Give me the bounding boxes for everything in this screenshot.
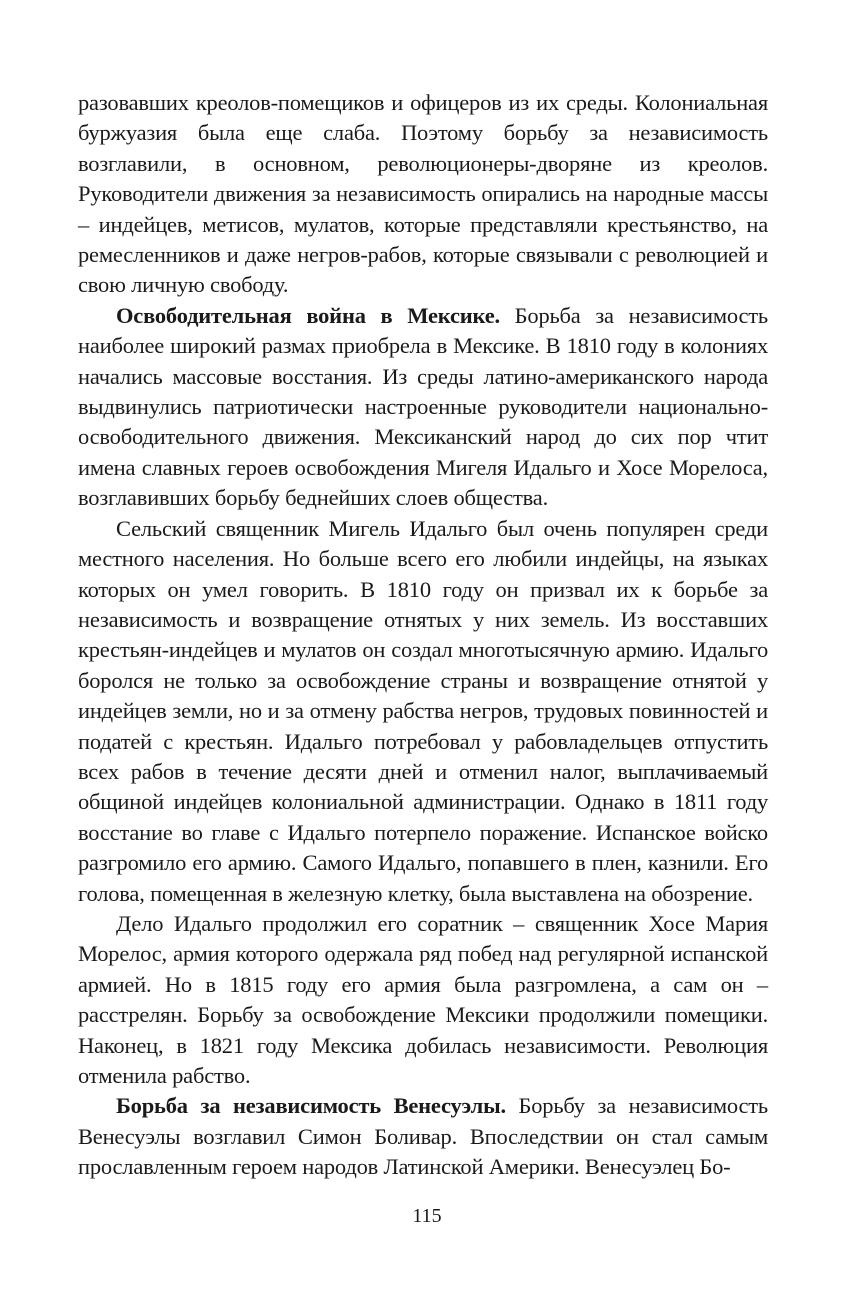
paragraph-2-text: Борьба за независимость наиболее широкий размах приобрела в Мексике. В 1810 году в колониях начались массовые восстания. Из среды латино-американского народа выдвинулись патриотически настроенные руководители национально-освободительного движения. Мексиканский народ до сих пор чтит имена славных героев освобождения Мигеля Идальго и Хосе Морелоса, возглавивших борьбу беднейших слоев общества. xyxy=(78,302,768,511)
paragraph-1-text: разовавших креолов-помещиков и офицеров из их среды. Колониальная буржуазия была еще слаба. Поэтому борьбу за независимость возглавили, в основном, революционеры-дворяне из креолов. Руководители движения за независимость опирались на народные массы – индейцев, метисов, мулатов, которые представляли крестьянство, на ремесленников и даже негров-рабов, которые связывали с революцией и свою личную свободу. xyxy=(78,90,768,298)
paragraph-5-text: Борьбу за независимость Венесуэлы возглавил Симон Боливар. Впоследствии он стал самым прославленным героем народов Латинской Америки. Венесуэлец Бо- xyxy=(78,1093,768,1180)
section-heading-venezuela: Борьба за независимость Венесуэлы. xyxy=(116,1093,506,1119)
paragraph-2 xyxy=(78,301,768,514)
paragraph-3 xyxy=(78,514,768,909)
paragraph-1 xyxy=(78,88,768,301)
paragraph-5 xyxy=(78,1091,768,1182)
page-number: 115 xyxy=(412,1205,442,1227)
paragraph-4-text: Дело Идальго продолжил его соратник – священник Хосе Мария Морелос, армия которого одержала ряд побед над регулярной испанской армией. Но в 1815 году его армия была разгромлена, а сам он – расстрелян. Борьбу за освобождение Мексики продолжили помещики. Наконец, в 1821 году Мексика добилась независимости. Революция отменила рабство. xyxy=(78,910,768,1088)
paragraph-4 xyxy=(78,909,768,1091)
page-body xyxy=(78,88,768,1183)
section-heading-mexico: Освободительная война в Мексике. xyxy=(116,302,500,328)
paragraph-3-text: Сельский священник Мигель Идальго был очень популярен среди местного населения. Но больше всего его любили индейцы, на языках которых он умел говорить. В 1810 году он призвал их к борьбе за независимость и возвращение отнятых у них земель. Из восставших крестьян-индейцев и мулатов он создал многотысячную армию. Идальго боролся не только за освобождение страны и возвращение отнятой у индейцев земли, но и за отмену рабства негров, трудовых повинностей и податей с крестьян. Идальго потребовал у рабовладельцев отпустить всех рабов в течение десяти дней и отменил налог, выплачиваемый общиной индейцев колониальной администрации. Однако в 1811 году восстание во главе с Идальго потерпело поражение. Испанское войско разгромило его армию. Самого Идальго, попавшего в плен, казнили. Его голова, помещенная в железную клетку, была выставлена на обозрение. xyxy=(78,515,768,906)
